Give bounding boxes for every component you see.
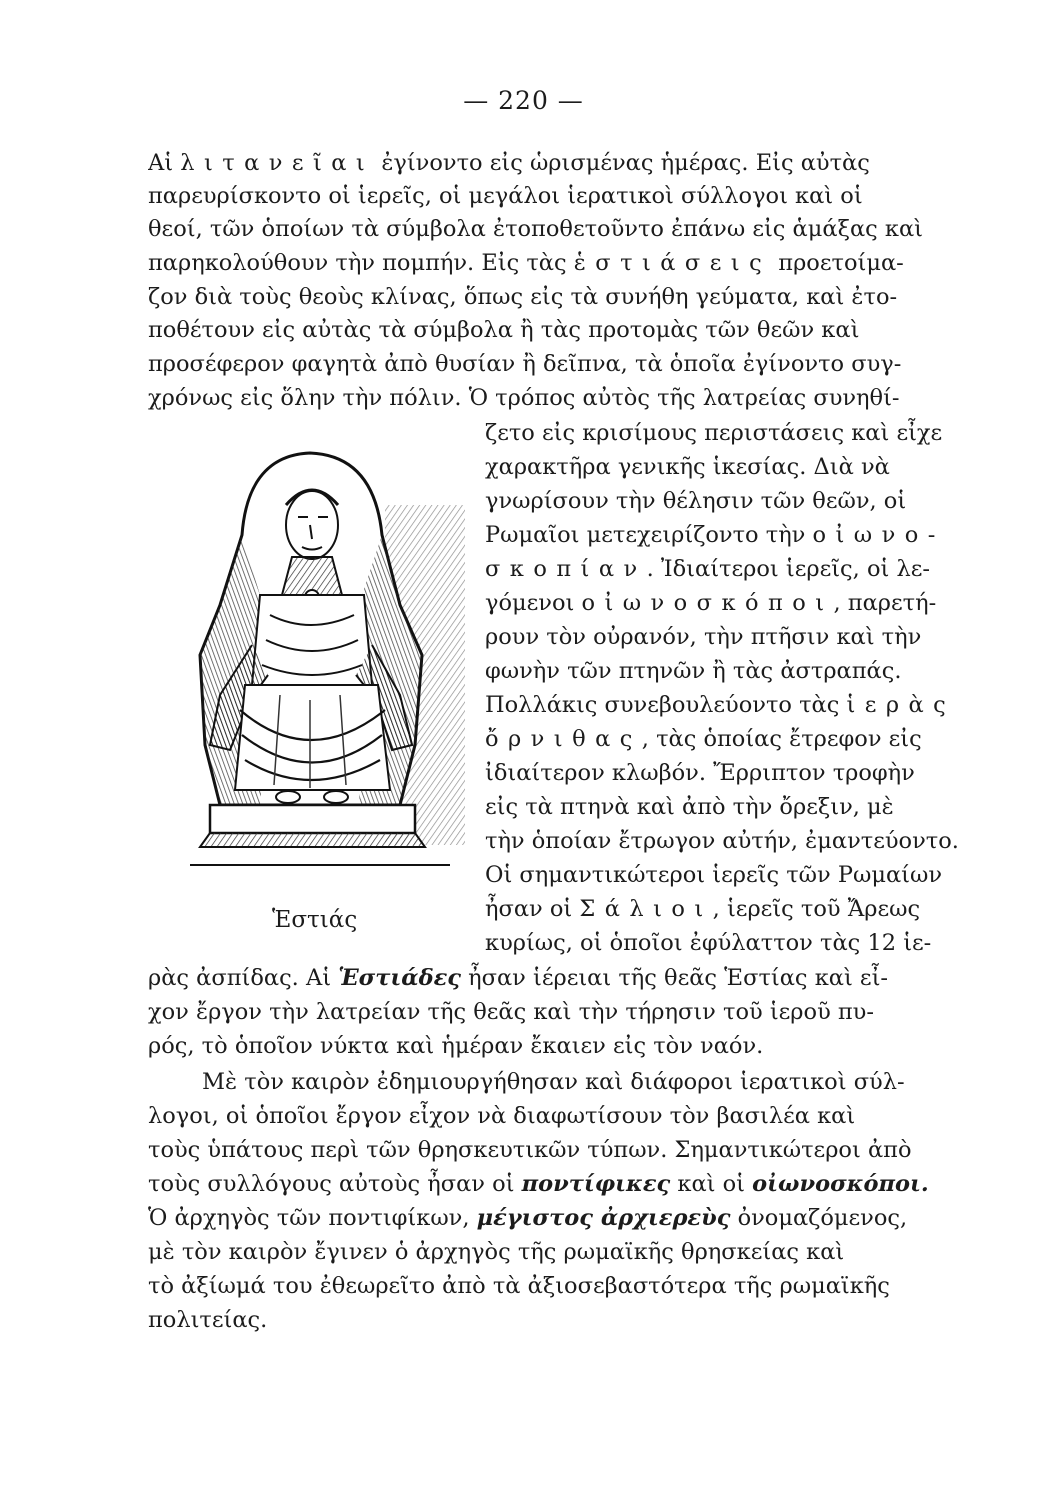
text-line: θεοί, τῶν ὁποίων τὰ σύμβολα ἐτοποθετοῦντο ἐπάνω εἰς ἁμάξας καὶ: [148, 216, 923, 242]
text-line: τοὺς συλλόγους αὐτοὺς ἦσαν οἱ ποντίφικες καὶ οἱ οἰωνοσκόποι.: [148, 1171, 929, 1197]
text-line: ζετο εἰς κρισίμους περιστάσεις καὶ εἶχε: [485, 420, 943, 446]
text-line: Μὲ τὸν καιρὸν ἐδημιουργήθησαν καὶ διάφοροι ἱερατικοὶ σύλ-: [202, 1069, 905, 1095]
text-line: κυρίως, οἱ ὁποῖοι ἐφύλαττον τὰς 12 ἱε-: [485, 930, 932, 956]
text-line: Πολλάκις συνεβουλεύοντο τὰς ἱερὰς: [485, 692, 956, 718]
text-line: φωνὴν τῶν πτηνῶν ἢ τὰς ἀστραπάς.: [485, 658, 902, 684]
text-line: χαρακτῆρα γενικῆς ἱκεσίας. Διὰ νὰ: [485, 454, 890, 480]
text-line: τὴν ὁποίαν ἔτρωγον αὐτήν, ἐμαντεύοντο.: [485, 828, 959, 854]
text-line: γόμενοι οἰωνοσκόποι, παρετή-: [485, 590, 937, 616]
text-line: ρὰς ἀσπίδας. Αἱ Ἑστιάδες ἦσαν ἱέρειαι τῆς θεᾶς Ἑστίας καὶ εἶ-: [148, 965, 889, 991]
text-line: ἦσαν οἱ Σάλιοι, ἱερεῖς τοῦ Ἄρεως: [485, 896, 921, 922]
hestia-statue-figure: [150, 445, 470, 915]
text-line: τοὺς ὑπάτους περὶ τῶν θρησκευτικῶν τύπων. Σημαντικώτεροι ἀπὸ: [148, 1137, 912, 1163]
text-line: Ὁ ἀρχηγὸς τῶν ποντιφίκων, μέγιστος ἀρχιερεὺς ὀνομαζόμενος,: [148, 1205, 908, 1231]
figure-caption: Ἑστιάς: [272, 907, 358, 933]
text-line: σκοπίαν. Ἰδιαίτεροι ἱερεῖς, οἱ λε-: [485, 556, 931, 582]
text-line: χρόνως εἰς ὅλην τὴν πόλιν. Ὁ τρόπος αὐτὸς τῆς λατρείας συνηθί-: [148, 385, 900, 411]
text-line: ὄρνιθας, τὰς ὁποίας ἔτρεφον εἰς: [485, 726, 922, 752]
text-line: πολιτείας.: [148, 1307, 268, 1333]
text-line: Ρωμαῖοι μετεχειρίζοντο τὴν οἰωνο-: [485, 522, 945, 548]
text-line: προσέφερον φαγητὰ ἀπὸ θυσίαν ἢ δεῖπνα, τὰ ὁποῖα ἐγίνοντο συγ-: [148, 351, 902, 377]
text-line: ποθέτουν εἰς αὐτὰς τὰ σύμβολα ἢ τὰς προτομὰς τῶν θεῶν καὶ: [148, 317, 860, 343]
text-line: παρευρίσκοντο οἱ ἱερεῖς, οἱ μεγάλοι ἱερατικοὶ σύλλογοι καὶ οἱ: [148, 183, 863, 209]
text-line: ζον διὰ τοὺς θεοὺς κλίνας, ὅπως εἰς τὰ συνήθη γεύματα, καὶ ἐτο-: [148, 284, 898, 310]
page-number: — 220 —: [463, 86, 584, 115]
text-line: γνωρίσουν τὴν θέλησιν τῶν θεῶν, οἱ: [485, 488, 907, 514]
text-line: τὸ ἀξίωμά του ἐθεωρεῖτο ἀπὸ τὰ ἀξιοσεβαστότερα τῆς ρωμαϊκῆς: [148, 1273, 890, 1299]
text-line: Οἱ σημαντικώτεροι ἱερεῖς τῶν Ρωμαίων: [485, 862, 942, 888]
text-line: ἰδιαίτερον κλωβόν. Ἔρριπτον τροφὴν: [485, 760, 915, 786]
text-line: εἰς τὰ πτηνὰ καὶ ἀπὸ τὴν ὄρεξιν, μὲ: [485, 794, 894, 820]
text-line: ρός, τὸ ὁποῖον νύκτα καὶ ἡμέραν ἔκαιεν εἰς τὸν ναόν.: [148, 1033, 764, 1059]
statue-of-hestia-icon: [150, 445, 470, 905]
text-line: λογοι, οἱ ὁποῖοι ἔργον εἶχον νὰ διαφωτίσουν τὸν βασιλέα καὶ: [148, 1103, 856, 1129]
text-line: μὲ τὸν καιρὸν ἔγινεν ὁ ἀρχηγὸς τῆς ρωμαϊκῆς θρησκείας καὶ: [148, 1239, 845, 1265]
text-line: χον ἔργον τὴν λατρείαν τῆς θεᾶς καὶ τὴν τήρησιν τοῦ ἱεροῦ πυ-: [148, 999, 874, 1025]
text-line: Αἱ λιτανεῖαι ἐγίνοντο εἰς ὡρισμένας ἡμέρας. Εἰς αὐτὰς: [148, 150, 870, 176]
text-line: ρουν τὸν οὐρανόν, τὴν πτῆσιν καὶ τὴν: [485, 624, 922, 650]
text-line: παρηκολούθουν τὴν πομπήν. Εἰς τὰς ἑστιάσεις προετοίμα-: [148, 250, 904, 276]
